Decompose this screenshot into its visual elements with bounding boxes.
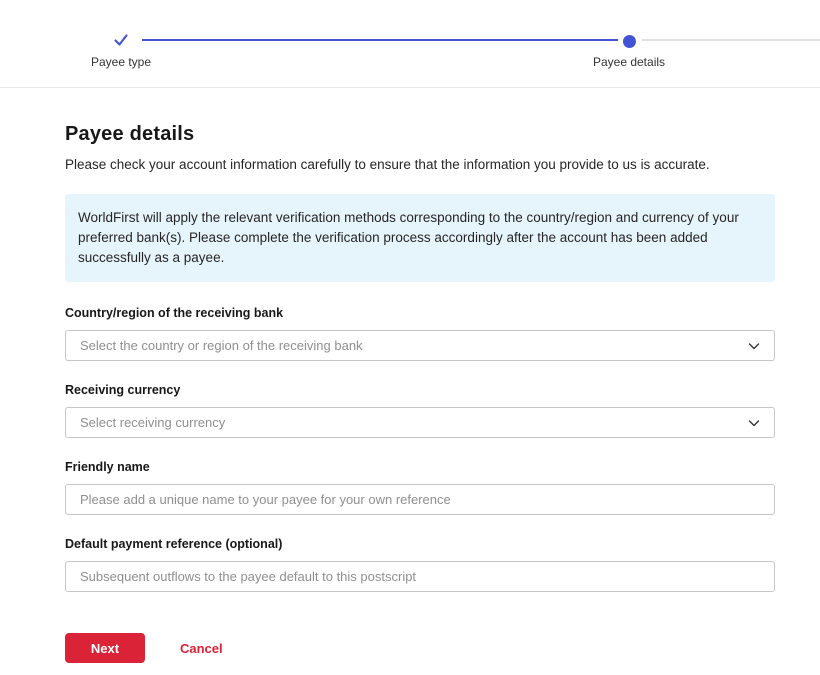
- verification-info-notice: WorldFirst will apply the relevant verification methods corresponding to the country/region and currency of your preferred bank(s). Please complete the verification process accordingly after the account has been added successfully as a payee.: [65, 194, 775, 282]
- cancel-button[interactable]: Cancel: [180, 640, 223, 656]
- main-content: [65, 123, 775, 663]
- receiving-currency-select[interactable]: [65, 407, 775, 438]
- form-actions: [65, 633, 775, 663]
- chevron-down-icon: [746, 338, 762, 354]
- chevron-down-icon: [746, 415, 762, 431]
- step-payee-type-label: Payee type: [90, 55, 152, 69]
- current-step-dot-icon: [622, 31, 635, 49]
- field-country-region: [65, 306, 775, 361]
- stepper-completed-line: [142, 39, 618, 41]
- field-receiving-currency: [65, 383, 775, 438]
- check-icon: [112, 31, 130, 49]
- country-region-select[interactable]: [65, 330, 775, 361]
- step-payee-details[interactable]: [593, 31, 665, 69]
- page-subtitle: Please check your account information carefully to ensure that the information you provide to us is accurate.: [65, 157, 710, 172]
- friendly-name-label: Friendly name: [65, 460, 150, 474]
- step-payee-details-label: Payee details: [592, 55, 666, 69]
- default-payment-reference-label: Default payment reference (optional): [65, 537, 283, 551]
- country-region-label: Country/region of the receiving bank: [65, 306, 284, 320]
- stepper-upcoming-line: [642, 39, 820, 41]
- field-friendly-name: [65, 460, 775, 515]
- step-payee-type[interactable]: [91, 31, 151, 69]
- next-button[interactable]: Next: [65, 633, 145, 663]
- receiving-currency-placeholder: Select receiving currency: [80, 415, 226, 430]
- stepper-header: [0, 0, 820, 88]
- country-region-placeholder: Select the country or region of the receiving bank: [80, 338, 363, 353]
- friendly-name-input[interactable]: [65, 484, 775, 515]
- default-payment-reference-input[interactable]: [65, 561, 775, 592]
- page-title: Payee details: [65, 123, 195, 145]
- receiving-currency-label: Receiving currency: [65, 383, 181, 397]
- field-default-payment-reference: [65, 537, 775, 592]
